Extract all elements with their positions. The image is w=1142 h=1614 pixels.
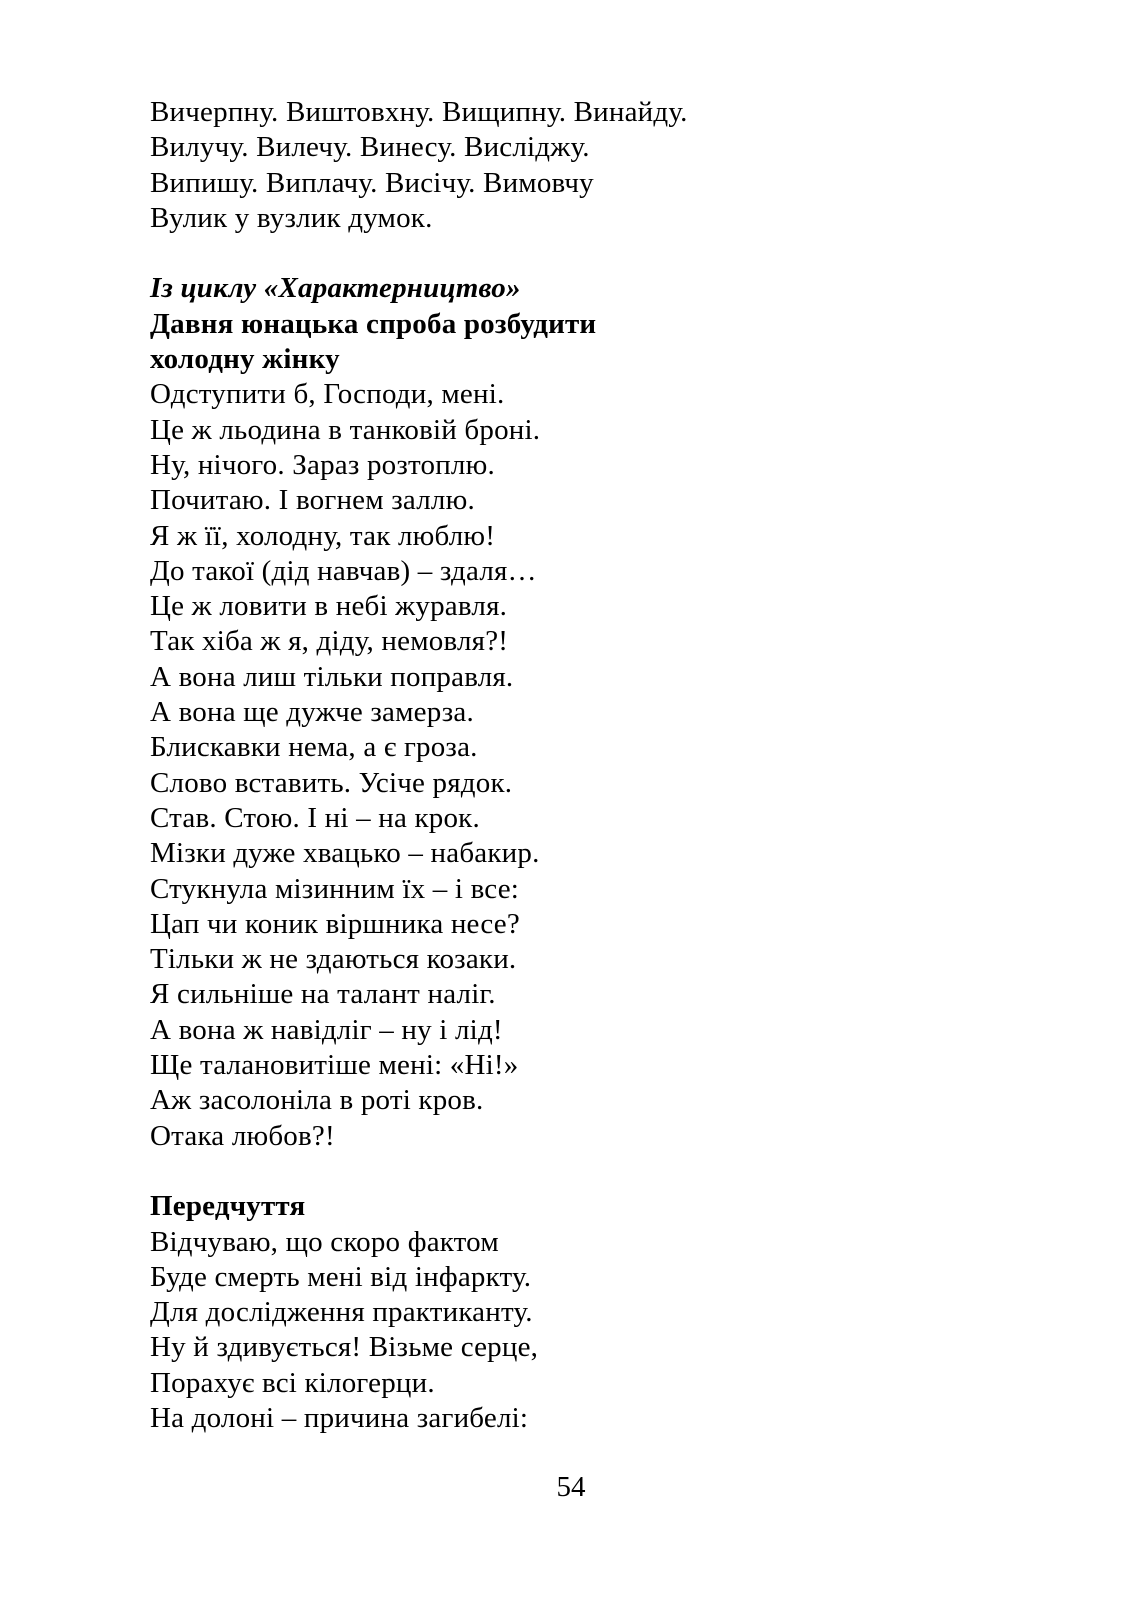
poem-line: До такої (дід навчав) – здаля… bbox=[150, 554, 537, 587]
poem-line: Тільки ж не здаються козаки. bbox=[150, 943, 517, 976]
poem-line: Ну, нічого. Зараз розтоплю. bbox=[150, 448, 495, 481]
poem-line: Отака любов?! bbox=[150, 1119, 335, 1152]
blank-line bbox=[150, 1154, 1082, 1189]
poem-line: Порахує всі кілогерци. bbox=[150, 1366, 435, 1399]
poem-line: Став. Стою. І ні – на крок. bbox=[150, 801, 480, 834]
poem-line: Слово вставить. Усіче рядок. bbox=[150, 766, 513, 799]
poem-line: Ну й здивується! Візьме серце, bbox=[150, 1331, 539, 1364]
heading-line: Давня юнацька спроба розбудити bbox=[150, 307, 597, 340]
poem-line: Я сильніше на талант наліг. bbox=[150, 978, 496, 1011]
poem-line: Ще талановитіше мені: «Ні!» bbox=[150, 1049, 519, 1082]
poem-line: А вона ще дужче замерза. bbox=[150, 696, 474, 729]
poem-line: Цап чи коник віршника несе? bbox=[150, 907, 520, 940]
poem-line: Відчуваю, що скоро фактом bbox=[150, 1225, 499, 1258]
poem-line: Почитаю. І вогнем заллю. bbox=[150, 484, 475, 517]
poem-line: Це ж льодина в танковій броні. bbox=[150, 413, 541, 446]
heading-line: холодну жінку bbox=[150, 343, 340, 376]
poem-line: Одступити б, Господи, мені. bbox=[150, 378, 505, 411]
poem-line: Вилучу. Вилечу. Винесу. Висліджу. bbox=[150, 131, 590, 164]
poem-line: На долоні – причина загибелі: bbox=[150, 1401, 529, 1434]
poem-line: Так хіба ж я, діду, немовля?! bbox=[150, 625, 509, 658]
poem-line: А вона ж навідліг – ну і лід! bbox=[150, 1013, 503, 1046]
poem-line: Вичерпну. Виштовхну. Вищипну. Винайду. bbox=[150, 96, 688, 128]
poem-line: А вона лиш тільки поправля. bbox=[150, 660, 514, 693]
poem-line: Блискавки нема, а є гроза. bbox=[150, 731, 478, 764]
poem-line: Випишу. Виплачу. Висічу. Вимовчу bbox=[150, 166, 594, 199]
heading-line: Із циклу «Характерництво» bbox=[150, 272, 521, 305]
poem-line: Вулик у вузлик думок. bbox=[150, 201, 433, 234]
poem-line: Стукнула мізинним їх – і все: bbox=[150, 872, 520, 905]
poem-line: Для дослідження практиканту. bbox=[150, 1296, 533, 1329]
page-number: 54 bbox=[556, 1471, 586, 1503]
poem-line: Буде смерть мені від інфаркту. bbox=[150, 1260, 532, 1293]
poem-line: Я ж її, холодну, так люблю! bbox=[150, 519, 496, 552]
blank-line bbox=[150, 236, 1082, 271]
poem-line: Це ж ловити в небі журавля. bbox=[150, 590, 508, 623]
poem-text-block bbox=[150, 95, 1082, 1436]
poem-line: Аж засолоніла в роті кров. bbox=[150, 1084, 484, 1117]
poem-line: Мізки дуже хвацько – набакир. bbox=[150, 837, 540, 870]
heading-line: Передчуття bbox=[150, 1190, 306, 1223]
